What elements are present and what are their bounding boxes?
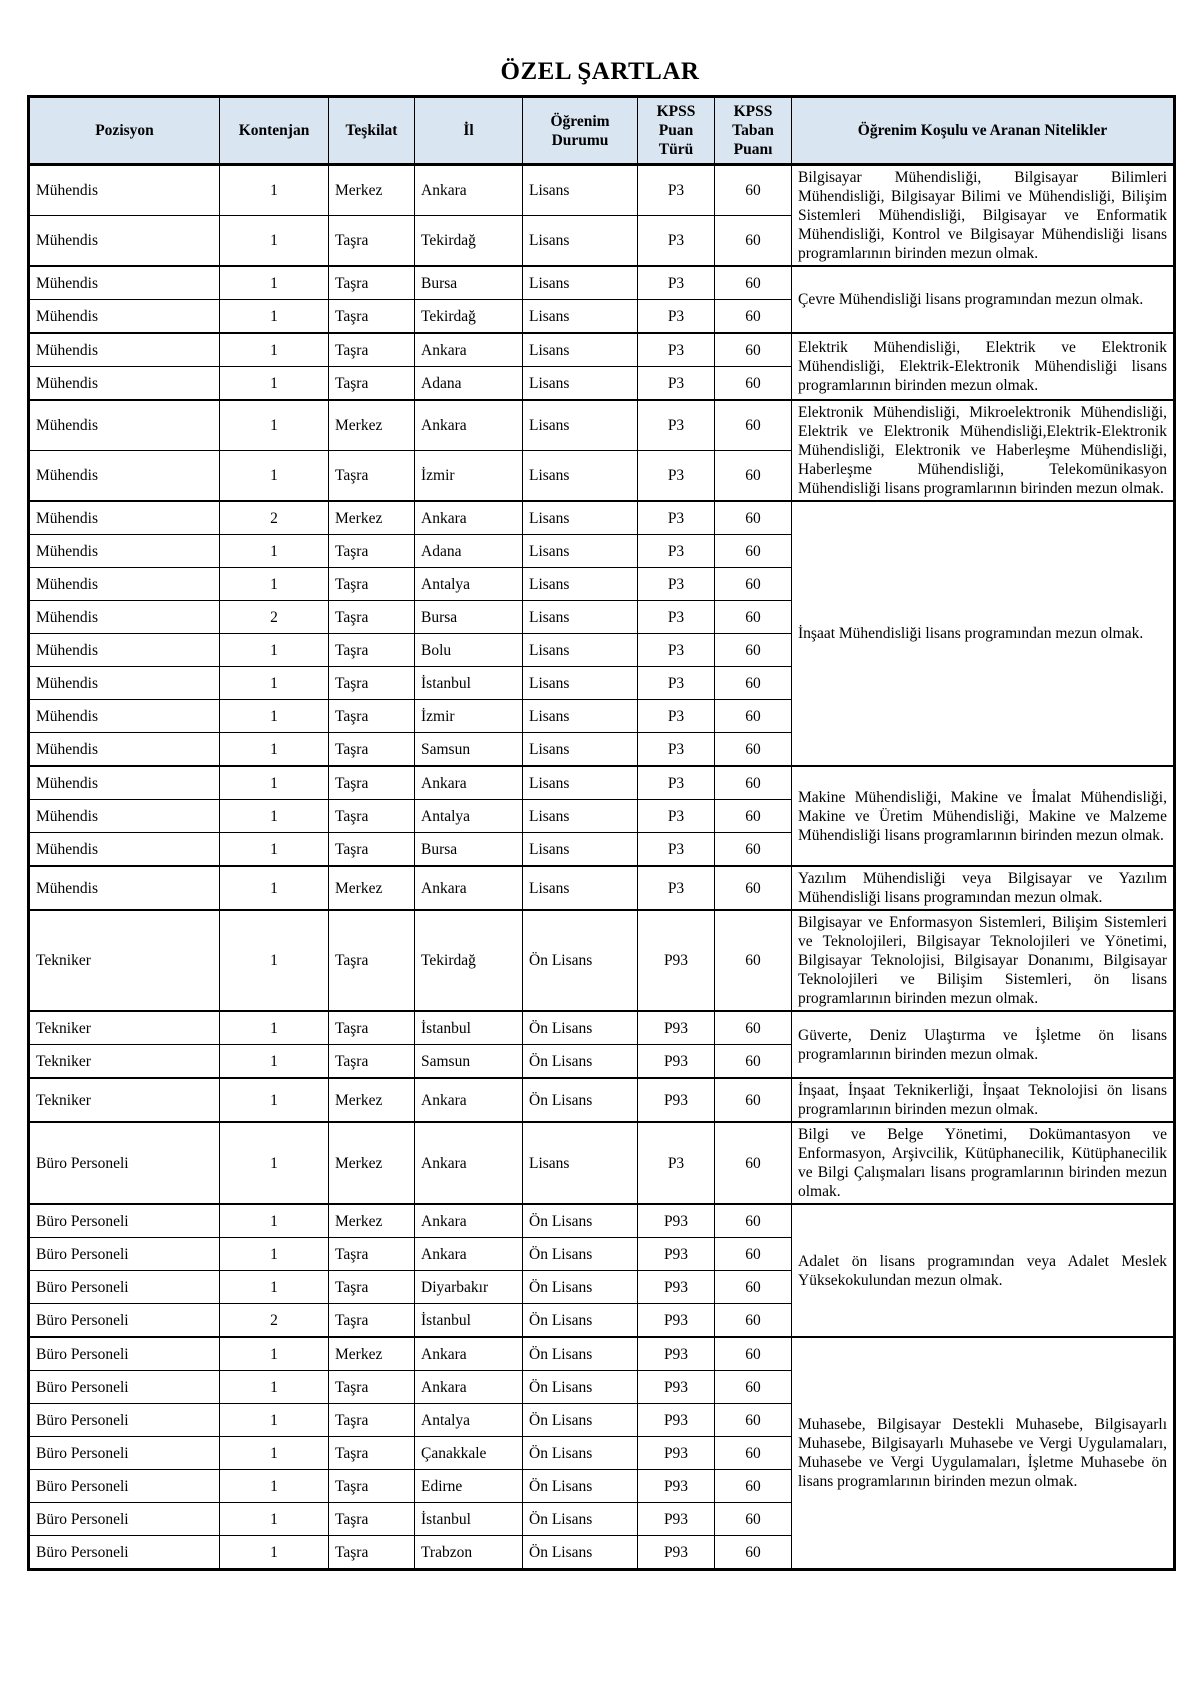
base-score-cell: 60 xyxy=(715,300,792,334)
organization-cell: Taşra xyxy=(329,451,415,502)
score-type-cell: P3 xyxy=(638,800,715,833)
position-cell: Büro Personeli xyxy=(29,1337,220,1371)
organization-cell: Taşra xyxy=(329,1271,415,1304)
quota-cell: 1 xyxy=(220,1271,329,1304)
requirement-cell: İnşaat Mühendisliği lisans programından mezun olmak. xyxy=(792,501,1175,766)
position-cell: Büro Personeli xyxy=(29,1204,220,1238)
province-cell: Ankara xyxy=(415,333,523,367)
base-score-cell: 60 xyxy=(715,400,792,451)
organization-cell: Merkez xyxy=(329,501,415,535)
education-cell: Lisans xyxy=(523,766,638,800)
header-pozisyon: Pozisyon xyxy=(29,97,220,165)
score-type-cell: P93 xyxy=(638,1404,715,1437)
score-type-cell: P3 xyxy=(638,833,715,867)
position-cell: Mühendis xyxy=(29,216,220,266)
organization-cell: Taşra xyxy=(329,733,415,767)
organization-cell: Merkez xyxy=(329,1337,415,1371)
organization-cell: Taşra xyxy=(329,1045,415,1079)
table-body xyxy=(29,165,1175,1570)
base-score-cell: 60 xyxy=(715,1204,792,1238)
organization-cell: Taşra xyxy=(329,367,415,401)
score-type-cell: P3 xyxy=(638,216,715,266)
province-cell: Ankara xyxy=(415,501,523,535)
requirement-cell: Çevre Mühendisliği lisans programından mezun olmak. xyxy=(792,266,1175,333)
organization-cell: Merkez xyxy=(329,866,415,910)
score-type-cell: P3 xyxy=(638,601,715,634)
education-cell: Lisans xyxy=(523,451,638,502)
organization-cell: Taşra xyxy=(329,601,415,634)
score-type-cell: P93 xyxy=(638,1470,715,1503)
position-cell: Mühendis xyxy=(29,451,220,502)
base-score-cell: 60 xyxy=(715,1536,792,1570)
organization-cell: Merkez xyxy=(329,1078,415,1122)
organization-cell: Taşra xyxy=(329,1404,415,1437)
quota-cell: 1 xyxy=(220,568,329,601)
table-row xyxy=(29,333,1175,367)
position-cell: Mühendis xyxy=(29,700,220,733)
province-cell: Ankara xyxy=(415,866,523,910)
score-type-cell: P3 xyxy=(638,165,715,216)
province-cell: İzmir xyxy=(415,700,523,733)
quota-cell: 1 xyxy=(220,1122,329,1204)
score-type-cell: P3 xyxy=(638,733,715,767)
education-cell: Lisans xyxy=(523,501,638,535)
province-cell: Ankara xyxy=(415,1238,523,1271)
position-cell: Mühendis xyxy=(29,667,220,700)
organization-cell: Merkez xyxy=(329,400,415,451)
score-type-cell: P3 xyxy=(638,766,715,800)
quota-cell: 1 xyxy=(220,1337,329,1371)
positions-table xyxy=(27,95,1176,1571)
base-score-cell: 60 xyxy=(715,535,792,568)
education-cell: Lisans xyxy=(523,800,638,833)
quota-cell: 1 xyxy=(220,1204,329,1238)
score-type-cell: P3 xyxy=(638,266,715,300)
province-cell: Adana xyxy=(415,535,523,568)
position-cell: Tekniker xyxy=(29,1078,220,1122)
quota-cell: 2 xyxy=(220,601,329,634)
province-cell: Bursa xyxy=(415,601,523,634)
table-row xyxy=(29,1337,1175,1371)
requirement-cell: Elektronik Mühendisliği, Mikroelektronik Mühendisliği, Elektrik ve Elektronik Mühendisliği,Elektrik-Elektronik Mühendisliği, Elektronik ve Haberleşme Mühendisliği, Haberleşme Mühendisliği, Telekomünikasyon Mühendisliği lisans programlarının birinden mezun olmak. xyxy=(792,400,1175,501)
province-cell: Ankara xyxy=(415,1371,523,1404)
requirement-cell: Bilgisayar ve Enformasyon Sistemleri, Bilişim Sistemleri ve Teknolojileri, Bilgisayar Teknolojileri ve Yönetimi, Bilgisayar Teknolojisi, Bilgisayar Donanımı, Bilgisayar Teknolojileri ve Bilişim Sistemleri, ön lisans programlarının birinden mezun olmak. xyxy=(792,910,1175,1011)
quota-cell: 1 xyxy=(220,1536,329,1570)
education-cell: Ön Lisans xyxy=(523,1045,638,1079)
province-cell: Antalya xyxy=(415,568,523,601)
score-type-cell: P3 xyxy=(638,333,715,367)
quota-cell: 1 xyxy=(220,1011,329,1045)
organization-cell: Taşra xyxy=(329,1238,415,1271)
table-header xyxy=(29,97,1175,165)
requirement-cell: Makine Mühendisliği, Makine ve İmalat Mühendisliği, Makine ve Üretim Mühendisliği, Makine ve Malzeme Mühendisliği lisans programlarının birinden mezun olmak. xyxy=(792,766,1175,866)
position-cell: Mühendis xyxy=(29,266,220,300)
education-cell: Lisans xyxy=(523,568,638,601)
requirement-cell: Güverte, Deniz Ulaştırma ve İşletme ön lisans programlarının birinden mezun olmak. xyxy=(792,1011,1175,1078)
position-cell: Tekniker xyxy=(29,910,220,1011)
quota-cell: 1 xyxy=(220,766,329,800)
position-cell: Büro Personeli xyxy=(29,1271,220,1304)
quota-cell: 1 xyxy=(220,866,329,910)
score-type-cell: P93 xyxy=(638,1337,715,1371)
organization-cell: Taşra xyxy=(329,833,415,867)
organization-cell: Taşra xyxy=(329,216,415,266)
province-cell: İstanbul xyxy=(415,1011,523,1045)
position-cell: Mühendis xyxy=(29,733,220,767)
score-type-cell: P3 xyxy=(638,866,715,910)
score-type-cell: P93 xyxy=(638,1503,715,1536)
organization-cell: Taşra xyxy=(329,1371,415,1404)
education-cell: Ön Lisans xyxy=(523,1304,638,1338)
base-score-cell: 60 xyxy=(715,501,792,535)
organization-cell: Taşra xyxy=(329,766,415,800)
education-cell: Lisans xyxy=(523,700,638,733)
quota-cell: 1 xyxy=(220,451,329,502)
organization-cell: Taşra xyxy=(329,800,415,833)
score-type-cell: P93 xyxy=(638,1204,715,1238)
quota-cell: 1 xyxy=(220,1078,329,1122)
quota-cell: 1 xyxy=(220,216,329,266)
province-cell: Bursa xyxy=(415,833,523,867)
province-cell: İzmir xyxy=(415,451,523,502)
score-type-cell: P93 xyxy=(638,910,715,1011)
table-row xyxy=(29,1204,1175,1238)
quota-cell: 1 xyxy=(220,634,329,667)
score-type-cell: P93 xyxy=(638,1271,715,1304)
province-cell: Tekirdağ xyxy=(415,910,523,1011)
quota-cell: 1 xyxy=(220,1371,329,1404)
quota-cell: 1 xyxy=(220,1238,329,1271)
header-row xyxy=(29,97,1175,165)
education-cell: Lisans xyxy=(523,866,638,910)
province-cell: İstanbul xyxy=(415,667,523,700)
quota-cell: 1 xyxy=(220,266,329,300)
requirement-cell: Elektrik Mühendisliği, Elektrik ve Elektronik Mühendisliği, Elektrik-Elektronik Mühendisliği lisans programlarının birinden mezun olmak. xyxy=(792,333,1175,400)
province-cell: Ankara xyxy=(415,1078,523,1122)
score-type-cell: P93 xyxy=(638,1304,715,1338)
position-cell: Büro Personeli xyxy=(29,1536,220,1570)
score-type-cell: P93 xyxy=(638,1437,715,1470)
education-cell: Lisans xyxy=(523,333,638,367)
organization-cell: Taşra xyxy=(329,667,415,700)
page-title: ÖZEL ŞARTLAR xyxy=(500,58,700,85)
table-row xyxy=(29,910,1175,1011)
score-type-cell: P3 xyxy=(638,1122,715,1204)
score-type-cell: P3 xyxy=(638,535,715,568)
province-cell: Diyarbakır xyxy=(415,1271,523,1304)
base-score-cell: 60 xyxy=(715,1337,792,1371)
score-type-cell: P3 xyxy=(638,667,715,700)
province-cell: Ankara xyxy=(415,1204,523,1238)
base-score-cell: 60 xyxy=(715,766,792,800)
table-row xyxy=(29,165,1175,216)
education-cell: Lisans xyxy=(523,733,638,767)
position-cell: Mühendis xyxy=(29,400,220,451)
position-cell: Mühendis xyxy=(29,501,220,535)
header-ogrenim-durumu: Öğrenim Durumu xyxy=(523,97,638,165)
score-type-cell: P93 xyxy=(638,1238,715,1271)
score-type-cell: P3 xyxy=(638,400,715,451)
table-row xyxy=(29,1011,1175,1045)
organization-cell: Taşra xyxy=(329,1437,415,1470)
score-type-cell: P93 xyxy=(638,1011,715,1045)
organization-cell: Taşra xyxy=(329,910,415,1011)
position-cell: Mühendis xyxy=(29,367,220,401)
table-row xyxy=(29,1078,1175,1122)
quota-cell: 2 xyxy=(220,1304,329,1338)
education-cell: Ön Lisans xyxy=(523,1337,638,1371)
organization-cell: Merkez xyxy=(329,165,415,216)
base-score-cell: 60 xyxy=(715,800,792,833)
score-type-cell: P3 xyxy=(638,568,715,601)
quota-cell: 2 xyxy=(220,501,329,535)
education-cell: Ön Lisans xyxy=(523,1204,638,1238)
base-score-cell: 60 xyxy=(715,1078,792,1122)
province-cell: Tekirdağ xyxy=(415,216,523,266)
education-cell: Lisans xyxy=(523,216,638,266)
organization-cell: Taşra xyxy=(329,568,415,601)
education-cell: Lisans xyxy=(523,367,638,401)
province-cell: Ankara xyxy=(415,1122,523,1204)
education-cell: Ön Lisans xyxy=(523,1470,638,1503)
province-cell: Antalya xyxy=(415,800,523,833)
quota-cell: 1 xyxy=(220,333,329,367)
organization-cell: Taşra xyxy=(329,634,415,667)
base-score-cell: 60 xyxy=(715,1470,792,1503)
province-cell: Ankara xyxy=(415,165,523,216)
organization-cell: Taşra xyxy=(329,700,415,733)
education-cell: Lisans xyxy=(523,165,638,216)
position-cell: Tekniker xyxy=(29,1045,220,1079)
table-row xyxy=(29,766,1175,800)
base-score-cell: 60 xyxy=(715,1011,792,1045)
education-cell: Lisans xyxy=(523,1122,638,1204)
base-score-cell: 60 xyxy=(715,667,792,700)
header-kontenjan: Kontenjan xyxy=(220,97,329,165)
quota-cell: 1 xyxy=(220,1437,329,1470)
quota-cell: 1 xyxy=(220,1045,329,1079)
province-cell: Antalya xyxy=(415,1404,523,1437)
province-cell: Trabzon xyxy=(415,1536,523,1570)
position-cell: Mühendis xyxy=(29,333,220,367)
score-type-cell: P3 xyxy=(638,501,715,535)
province-cell: Adana xyxy=(415,367,523,401)
quota-cell: 1 xyxy=(220,833,329,867)
organization-cell: Taşra xyxy=(329,1304,415,1338)
organization-cell: Taşra xyxy=(329,1470,415,1503)
header-teskilat: Teşkilat xyxy=(329,97,415,165)
province-cell: Ankara xyxy=(415,1337,523,1371)
education-cell: Ön Lisans xyxy=(523,1078,638,1122)
organization-cell: Merkez xyxy=(329,1204,415,1238)
position-cell: Mühendis xyxy=(29,766,220,800)
province-cell: İstanbul xyxy=(415,1304,523,1338)
education-cell: Lisans xyxy=(523,667,638,700)
base-score-cell: 60 xyxy=(715,266,792,300)
quota-cell: 1 xyxy=(220,733,329,767)
base-score-cell: 60 xyxy=(715,910,792,1011)
base-score-cell: 60 xyxy=(715,1045,792,1079)
base-score-cell: 60 xyxy=(715,1304,792,1338)
province-cell: Çanakkale xyxy=(415,1437,523,1470)
quota-cell: 1 xyxy=(220,1404,329,1437)
score-type-cell: P3 xyxy=(638,700,715,733)
score-type-cell: P3 xyxy=(638,451,715,502)
requirement-cell: Bilgisayar Mühendisliği, Bilgisayar Bilimleri Mühendisliği, Bilgisayar Bilimi ve Mühendisliği, Bilişim Sistemleri Mühendisliği, Bilgisayar ve Enformatik Mühendisliği, Kontrol ve Bilgisayar Mühendisliği lisans programlarının birinden mezun olmak. xyxy=(792,165,1175,267)
province-cell: Edirne xyxy=(415,1470,523,1503)
education-cell: Lisans xyxy=(523,300,638,334)
quota-cell: 1 xyxy=(220,165,329,216)
requirement-cell: Yazılım Mühendisliği veya Bilgisayar ve Yazılım Mühendisliği lisans programından mezun olmak. xyxy=(792,866,1175,910)
requirement-cell: Muhasebe, Bilgisayar Destekli Muhasebe, Bilgisayarlı Muhasebe, Bilgisayarlı Muhasebe ve Vergi Uygulamaları, Muhasebe ve Vergi Uygulamaları, İşletme Muhasebe ön lisans programlarının birinden mezun olmak. xyxy=(792,1337,1175,1570)
base-score-cell: 60 xyxy=(715,833,792,867)
position-cell: Mühendis xyxy=(29,634,220,667)
education-cell: Ön Lisans xyxy=(523,1271,638,1304)
education-cell: Ön Lisans xyxy=(523,1238,638,1271)
education-cell: Ön Lisans xyxy=(523,910,638,1011)
table-row xyxy=(29,266,1175,300)
education-cell: Lisans xyxy=(523,634,638,667)
quota-cell: 1 xyxy=(220,1470,329,1503)
quota-cell: 1 xyxy=(220,700,329,733)
quota-cell: 1 xyxy=(220,400,329,451)
province-cell: Tekirdağ xyxy=(415,300,523,334)
province-cell: Samsun xyxy=(415,733,523,767)
position-cell: Büro Personeli xyxy=(29,1404,220,1437)
base-score-cell: 60 xyxy=(715,634,792,667)
province-cell: Ankara xyxy=(415,766,523,800)
base-score-cell: 60 xyxy=(715,1271,792,1304)
quota-cell: 1 xyxy=(220,535,329,568)
base-score-cell: 60 xyxy=(715,568,792,601)
organization-cell: Taşra xyxy=(329,535,415,568)
organization-cell: Merkez xyxy=(329,1122,415,1204)
requirement-cell: Adalet ön lisans programından veya Adalet Meslek Yüksekokulundan mezun olmak. xyxy=(792,1204,1175,1337)
education-cell: Lisans xyxy=(523,400,638,451)
province-cell: Samsun xyxy=(415,1045,523,1079)
position-cell: Büro Personeli xyxy=(29,1437,220,1470)
position-cell: Mühendis xyxy=(29,866,220,910)
education-cell: Ön Lisans xyxy=(523,1536,638,1570)
base-score-cell: 60 xyxy=(715,451,792,502)
education-cell: Ön Lisans xyxy=(523,1404,638,1437)
header-ogrenim-kosulu: Öğrenim Koşulu ve Aranan Nitelikler xyxy=(792,97,1175,165)
header-kpss-taban-puani: KPSS Taban Puanı xyxy=(715,97,792,165)
province-cell: Bolu xyxy=(415,634,523,667)
table-row xyxy=(29,501,1175,535)
position-cell: Mühendis xyxy=(29,165,220,216)
position-cell: Büro Personeli xyxy=(29,1304,220,1338)
header-il: İl xyxy=(415,97,523,165)
table-row xyxy=(29,866,1175,910)
education-cell: Ön Lisans xyxy=(523,1011,638,1045)
score-type-cell: P3 xyxy=(638,367,715,401)
organization-cell: Taşra xyxy=(329,266,415,300)
education-cell: Lisans xyxy=(523,266,638,300)
quota-cell: 1 xyxy=(220,1503,329,1536)
score-type-cell: P3 xyxy=(638,300,715,334)
position-cell: Mühendis xyxy=(29,568,220,601)
position-cell: Büro Personeli xyxy=(29,1470,220,1503)
score-type-cell: P3 xyxy=(638,634,715,667)
table-row xyxy=(29,1122,1175,1204)
base-score-cell: 60 xyxy=(715,1437,792,1470)
position-cell: Mühendis xyxy=(29,833,220,867)
quota-cell: 1 xyxy=(220,800,329,833)
education-cell: Lisans xyxy=(523,535,638,568)
position-cell: Mühendis xyxy=(29,800,220,833)
score-type-cell: P93 xyxy=(638,1371,715,1404)
position-cell: Büro Personeli xyxy=(29,1238,220,1271)
header-kpss-puan-turu: KPSS Puan Türü xyxy=(638,97,715,165)
education-cell: Lisans xyxy=(523,601,638,634)
province-cell: İstanbul xyxy=(415,1503,523,1536)
quota-cell: 1 xyxy=(220,667,329,700)
position-cell: Büro Personeli xyxy=(29,1122,220,1204)
base-score-cell: 60 xyxy=(715,866,792,910)
base-score-cell: 60 xyxy=(715,367,792,401)
base-score-cell: 60 xyxy=(715,165,792,216)
position-cell: Büro Personeli xyxy=(29,1371,220,1404)
position-cell: Mühendis xyxy=(29,601,220,634)
organization-cell: Taşra xyxy=(329,1011,415,1045)
quota-cell: 1 xyxy=(220,910,329,1011)
base-score-cell: 60 xyxy=(715,333,792,367)
base-score-cell: 60 xyxy=(715,216,792,266)
score-type-cell: P93 xyxy=(638,1078,715,1122)
education-cell: Ön Lisans xyxy=(523,1437,638,1470)
base-score-cell: 60 xyxy=(715,733,792,767)
requirement-cell: Bilgi ve Belge Yönetimi, Dokümantasyon ve Enformasyon, Arşivcilik, Kütüphanecilik, Kütüphanecilik ve Bilgi Çalışmaları lisans programlarının birinden mezun olmak. xyxy=(792,1122,1175,1204)
base-score-cell: 60 xyxy=(715,601,792,634)
education-cell: Ön Lisans xyxy=(523,1503,638,1536)
position-cell: Büro Personeli xyxy=(29,1503,220,1536)
score-type-cell: P93 xyxy=(638,1045,715,1079)
position-cell: Mühendis xyxy=(29,535,220,568)
organization-cell: Taşra xyxy=(329,300,415,334)
base-score-cell: 60 xyxy=(715,1238,792,1271)
quota-cell: 1 xyxy=(220,300,329,334)
quota-cell: 1 xyxy=(220,367,329,401)
base-score-cell: 60 xyxy=(715,1404,792,1437)
education-cell: Ön Lisans xyxy=(523,1371,638,1404)
score-type-cell: P93 xyxy=(638,1536,715,1570)
organization-cell: Taşra xyxy=(329,333,415,367)
base-score-cell: 60 xyxy=(715,1503,792,1536)
position-cell: Mühendis xyxy=(29,300,220,334)
requirement-cell: İnşaat, İnşaat Teknikerliği, İnşaat Teknolojisi ön lisans programlarının birinden mezun olmak. xyxy=(792,1078,1175,1122)
base-score-cell: 60 xyxy=(715,1122,792,1204)
table-row xyxy=(29,400,1175,451)
education-cell: Lisans xyxy=(523,833,638,867)
province-cell: Bursa xyxy=(415,266,523,300)
province-cell: Ankara xyxy=(415,400,523,451)
base-score-cell: 60 xyxy=(715,700,792,733)
base-score-cell: 60 xyxy=(715,1371,792,1404)
organization-cell: Taşra xyxy=(329,1503,415,1536)
position-cell: Tekniker xyxy=(29,1011,220,1045)
organization-cell: Taşra xyxy=(329,1536,415,1570)
